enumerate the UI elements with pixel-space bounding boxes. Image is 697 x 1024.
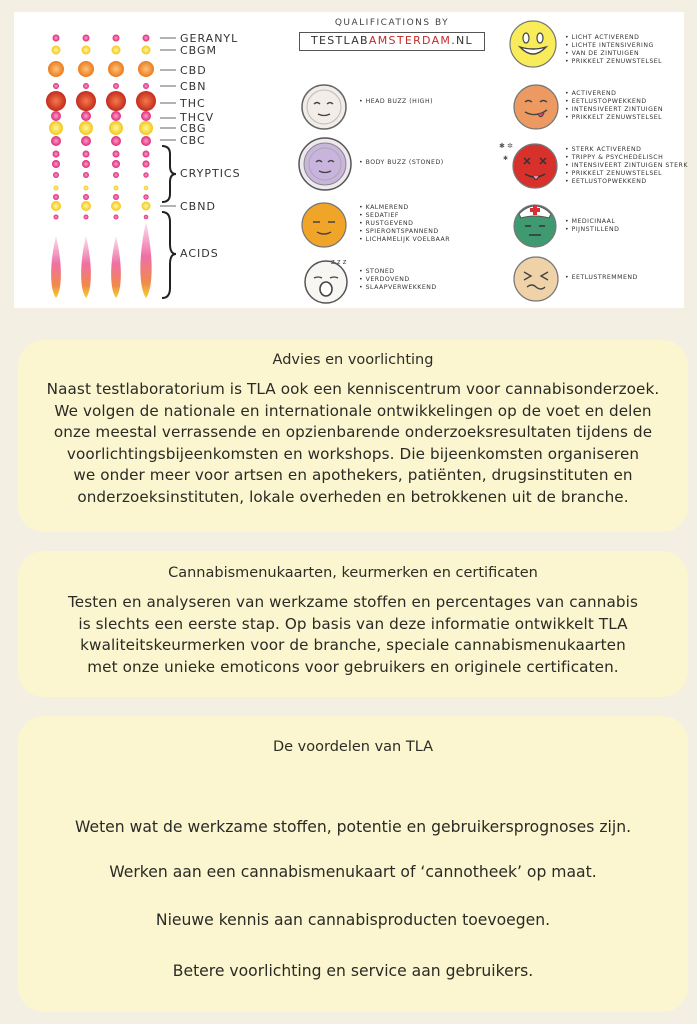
relaxed-face-icon [299,200,349,250]
spectrum-dot [142,160,149,167]
relaxed-description [359,204,450,244]
effect-line: • VERDOVEND [359,276,437,284]
spectrum-dot [78,61,94,77]
spectrum-dot [81,201,91,211]
spectrum-dot [111,136,121,146]
body-line: kwaliteitskeurmerken voor de branche, speciale cannabismenukaarten [80,636,626,655]
spectrum-dot [143,35,150,42]
spectrum-graphic [14,12,294,308]
effect-line: • EETLUSTOPWEKKEND [565,178,688,186]
effect-line: • EETLUSTREMMEND [565,274,638,282]
spectrum-dot [144,186,149,191]
spectrum-dot [53,172,59,178]
head-buzz-description [359,98,433,106]
brand-logo [299,32,485,51]
spectrum-dot [113,83,119,89]
spectrum-label: THCV [180,111,215,124]
body-line: Testen en analyseren van werkzame stoffen en percentages van cannabis [68,593,638,611]
spectrum-dot [143,83,149,89]
nurse-face-icon [509,198,561,250]
spectrum-dot [83,83,89,89]
effect-line: • LICHAMELIJK VOELBAAR [359,236,450,244]
playful-description [565,90,663,122]
brand-accent: AMSTERDAM [368,34,452,47]
effect-line: • PRIKKELT ZENUWSTELSEL [565,170,688,178]
playful-face-icon [511,82,561,132]
spectrum-dot [113,151,120,158]
trippy-description [565,146,688,186]
spectrum-dot [54,215,59,220]
spectrum-label: ACIDS [180,247,219,260]
acids-flame [81,236,91,298]
benefit-item: Werken aan een cannabismenukaart of ‘cannotheek’ op maat. [109,863,597,881]
effect-line: • PRIKKELT ZENUWSTELSEL [565,58,662,66]
menus-body [18,592,688,678]
effect-line: • BODY BUZZ (STONED) [359,159,444,167]
body-line: Naast testlaboratorium is TLA ook een kenniscentrum voor cannabisonderzoek. [46,380,660,398]
spectrum-label: CBD [180,64,207,77]
spectrum-dot [136,91,156,111]
spectrum-dot [113,35,120,42]
effect-line: • PRIKKELT ZENUWSTELSEL [565,114,663,122]
squint-face-icon [511,254,561,304]
spectrum-dot [49,121,63,135]
spectrum-dot [52,160,60,168]
spectrum-dot [79,121,93,135]
spectrum-dot [106,91,126,111]
spectrum-dot [109,121,123,135]
benefits-title: De voordelen van TLA [272,739,434,755]
spectrum-label: CBN [180,80,207,93]
cannabinoid-spectrum [14,12,294,308]
effect-line: • TRIPPY & PSYCHEDELISCH [565,154,688,162]
spectrum-dot [76,91,96,111]
effect-line: • ACTIVEREND [565,90,663,98]
svg-text:✱: ✱ [503,155,509,162]
menus-title: Cannabismenukaarten, keurmerken en certificaten [168,565,538,581]
spectrum-dot [51,136,61,146]
nurse-description [565,218,619,234]
body-line: We volgen de nationale en internationale ontwikkelingen op de voet en delen [54,401,652,420]
sleepy-description [359,268,437,292]
effect-line: • INTENSIVEERT ZINTUIGEN [565,106,663,114]
happy-description [565,34,662,66]
squint-description [565,274,638,282]
acids-flame [140,222,151,298]
spectrum-dot [114,215,119,220]
spectrum-dot [48,61,64,77]
trippy-face-icon [497,136,561,192]
benefit-item: Betere voorlichting en service aan gebruikers. [172,962,534,980]
spectrum-dot [108,61,124,77]
spectrum-dot [84,186,89,191]
spectrum-label: CBGM [180,44,218,57]
spectrum-dot [83,172,89,178]
effect-line: • VAN DE ZINTUIGEN [565,50,662,58]
effect-line: • SPIERONTSPANNEND [359,228,450,236]
spectrum-label: CBG [180,122,207,135]
spectrum-label: CBND [180,200,216,213]
spectrum-dot [46,91,66,111]
head-buzz-face-icon [299,82,349,132]
benefits-card [18,716,688,1012]
effect-line: • SEDATIEF [359,212,450,220]
spectrum-dot [138,61,154,77]
spectrum-dot [82,160,90,168]
menus-card [18,551,688,697]
spectrum-dot [143,172,148,177]
top-infographic [14,12,688,308]
spectrum-dot [52,46,61,55]
advice-card [18,340,688,532]
spectrum-dot [143,151,150,158]
spectrum-dot [112,46,121,55]
effect-line: • RUSTGEVEND [359,220,450,228]
spectrum-dot [144,215,149,220]
spectrum-dot [53,83,59,89]
spectrum-label: CRYPTICS [180,167,241,180]
brand-suffix: .NL [451,34,473,47]
spectrum-dot [141,111,151,121]
spectrum-dot [51,201,61,211]
body-line: is slechts een eerste stap. Op basis van deze informatie ontwikkelt TLA [78,614,628,633]
body-buzz-description [359,159,444,167]
benefit-item: Nieuwe kennis aan cannabisproducten toevoegen. [155,911,551,929]
brand-prefix: TESTLAB [310,34,369,47]
spectrum-dot [111,111,121,121]
qualifications-title: QUALIFICATIONS BY [334,18,450,28]
effect-line: • EETLUSTOPWEKKEND [565,98,663,106]
spectrum-dot [83,35,90,42]
spectrum-dot [81,136,91,146]
effect-line: • LICHT ACTIVEREND [565,34,662,42]
spectrum-dot [143,194,148,199]
body-line: met onze unieke emoticons voor gebruikers en originele certificaten. [87,657,619,676]
acids-flame [51,236,61,298]
advice-title: Advies en voorlichting [272,352,434,368]
body-line: we onder meer voor artsen en apothekers, patiënten, drugsinstituten en [73,466,633,485]
spectrum-dot [53,35,60,42]
spectrum-dot [84,215,89,220]
spectrum-dot [82,46,91,55]
spectrum-dot [139,121,153,135]
body-line: onderzoeksinstituten, lokale overheden en betrokkenen uit de branche. [77,487,629,506]
happy-face-icon [507,18,559,70]
effect-line: • LICHTE INTENSIVERING [565,42,662,50]
effect-line: • STERK ACTIVEREND [565,146,688,154]
advice-body [18,379,688,509]
effect-line: • STONED [359,268,437,276]
sleepy-face-icon [301,254,353,306]
spectrum-dot [112,160,120,168]
qualifications-legend [297,12,688,308]
spectrum-dot [141,136,151,146]
svg-text:✱ ✲: ✱ ✲ [499,142,513,150]
effect-line: • SLAAPVERWEKKEND [359,284,437,292]
spectrum-dot [83,194,89,200]
body-line: voorlichtingsbijeenkomsten en workshops. Die bijeenkomsten organiseren [66,444,640,463]
spectrum-dot [53,194,59,200]
body-line: onze meestal verrassende en opzienbarende onderzoeksresultaten tijdens de [53,423,653,442]
effect-line: • KALMEREND [359,204,450,212]
acids-flame [111,236,121,298]
benefit-item: Weten wat de werkzame stoffen, potentie en gebruikersprognoses zijn. [74,818,632,836]
effect-line: • HEAD BUZZ (HIGH) [359,98,433,106]
effect-line: • MEDICINAAL [565,218,619,226]
spectrum-dot [83,151,90,158]
spectrum-dot [113,194,119,200]
spectrum-dot [81,111,91,121]
body-buzz-face-icon [297,136,353,192]
spectrum-label: THC [180,97,206,110]
spectrum-dot [51,111,61,121]
spectrum-label: GERANYL [180,32,239,45]
svg-text:z z z: z z z [331,258,347,266]
spectrum-dot [54,186,59,191]
spectrum-dot [142,46,151,55]
spectrum-dot [114,186,119,191]
spectrum-dot [113,172,119,178]
spectrum-label: CBC [180,134,206,147]
effect-line: • INTENSIVEERT ZINTUIGEN STERK [565,162,688,170]
effect-line: • PIJNSTILLEND [565,226,619,234]
spectrum-dot [142,202,151,211]
spectrum-dot [53,151,60,158]
spectrum-dot [111,201,121,211]
